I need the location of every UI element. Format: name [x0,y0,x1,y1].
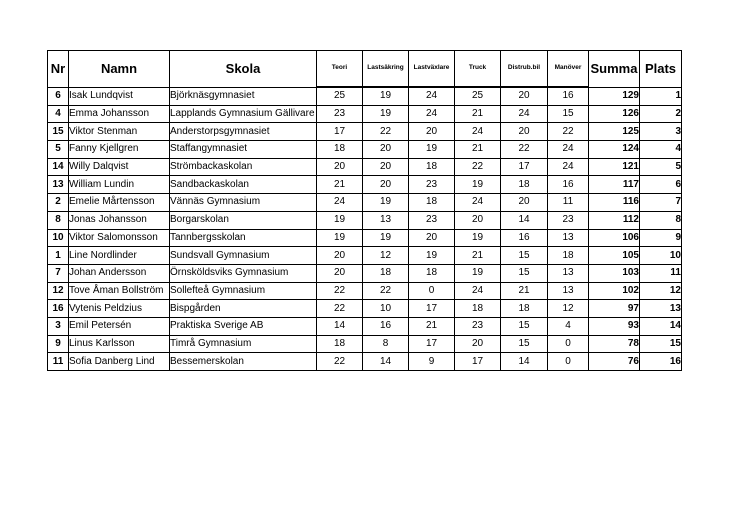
cell-teori: 24 [317,194,363,212]
cell-lastsakring: 20 [363,141,409,159]
cell-nr: 2 [48,194,69,212]
cell-plats: 2 [640,105,682,123]
table-row [48,87,682,105]
cell-summa: 116 [589,194,640,212]
cell-school: Sollefteå Gymnasium [170,282,317,300]
cell-teori: 18 [317,141,363,159]
cell-manover: 18 [548,247,589,265]
cell-lastsakring: 19 [363,87,409,105]
cell-school: Lapplands Gymnasium Gällivare [170,105,317,123]
cell-teori: 19 [317,229,363,247]
cell-distrub: 16 [501,229,548,247]
cell-lastsakring: 20 [363,176,409,194]
cell-school: Vännäs Gymnasium [170,194,317,212]
cell-lastvaxlare: 9 [409,353,455,371]
cell-name: Willy Dalqvist [69,158,170,176]
cell-plats: 14 [640,317,682,335]
header-nr: Nr [48,51,69,88]
table-row [48,158,682,176]
cell-lastvaxlare: 21 [409,317,455,335]
cell-lastsakring: 16 [363,317,409,335]
cell-distrub: 20 [501,87,548,105]
cell-manover: 11 [548,194,589,212]
cell-school: Anderstorpsgymnasiet [170,123,317,141]
cell-nr: 11 [48,353,69,371]
cell-truck: 19 [455,176,501,194]
cell-lastvaxlare: 18 [409,194,455,212]
cell-lastvaxlare: 20 [409,123,455,141]
cell-nr: 7 [48,264,69,282]
cell-teori: 20 [317,247,363,265]
cell-lastsakring: 8 [363,335,409,353]
cell-summa: 106 [589,229,640,247]
cell-summa: 117 [589,176,640,194]
cell-truck: 24 [455,194,501,212]
cell-teori: 23 [317,105,363,123]
cell-lastsakring: 18 [363,264,409,282]
cell-nr: 14 [48,158,69,176]
cell-truck: 24 [455,282,501,300]
cell-distrub: 14 [501,211,548,229]
cell-truck: 23 [455,317,501,335]
cell-lastvaxlare: 17 [409,300,455,318]
cell-truck: 19 [455,264,501,282]
cell-name: Emma Johansson [69,105,170,123]
cell-school: Bispgården [170,300,317,318]
cell-manover: 23 [548,211,589,229]
cell-lastvaxlare: 23 [409,211,455,229]
cell-name: Viktor Salomonsson [69,229,170,247]
cell-school: Björknäsgymnasiet [170,87,317,105]
cell-lastvaxlare: 19 [409,247,455,265]
cell-name: Johan Andersson [69,264,170,282]
cell-name: William Lundin [69,176,170,194]
cell-manover: 22 [548,123,589,141]
cell-name: Vytenis Peldzius [69,300,170,318]
cell-nr: 10 [48,229,69,247]
cell-lastsakring: 12 [363,247,409,265]
cell-plats: 4 [640,141,682,159]
cell-nr: 5 [48,141,69,159]
cell-summa: 121 [589,158,640,176]
cell-summa: 126 [589,105,640,123]
cell-plats: 7 [640,194,682,212]
header-distrub: Distrub.bil [501,51,548,88]
cell-plats: 10 [640,247,682,265]
cell-teori: 25 [317,87,363,105]
cell-lastvaxlare: 24 [409,105,455,123]
cell-plats: 6 [640,176,682,194]
cell-distrub: 15 [501,264,548,282]
cell-manover: 24 [548,141,589,159]
cell-name: Linus Karlsson [69,335,170,353]
cell-plats: 1 [640,87,682,105]
table-row [48,247,682,265]
cell-distrub: 20 [501,123,548,141]
table-row [48,176,682,194]
cell-teori: 14 [317,317,363,335]
results-table [47,50,682,371]
cell-plats: 15 [640,335,682,353]
table-row [48,282,682,300]
cell-distrub: 22 [501,141,548,159]
cell-nr: 1 [48,247,69,265]
cell-manover: 13 [548,229,589,247]
cell-plats: 5 [640,158,682,176]
cell-manover: 12 [548,300,589,318]
table-row [48,211,682,229]
cell-manover: 16 [548,87,589,105]
cell-lastsakring: 20 [363,158,409,176]
cell-manover: 13 [548,264,589,282]
cell-teori: 21 [317,176,363,194]
cell-summa: 125 [589,123,640,141]
cell-summa: 93 [589,317,640,335]
cell-distrub: 18 [501,176,548,194]
cell-school: Bessemerskolan [170,353,317,371]
cell-manover: 15 [548,105,589,123]
table-row [48,300,682,318]
header-summa: Summa [589,51,640,88]
cell-lastvaxlare: 18 [409,264,455,282]
cell-lastsakring: 14 [363,353,409,371]
cell-truck: 18 [455,300,501,318]
cell-summa: 124 [589,141,640,159]
cell-truck: 20 [455,211,501,229]
header-teori: Teori [317,51,363,88]
cell-name: Jonas Johansson [69,211,170,229]
cell-summa: 103 [589,264,640,282]
cell-teori: 18 [317,335,363,353]
cell-plats: 11 [640,264,682,282]
table-row [48,335,682,353]
cell-lastvaxlare: 0 [409,282,455,300]
header-lastvaxlare: Lastväxlare [409,51,455,88]
cell-distrub: 15 [501,317,548,335]
cell-plats: 16 [640,353,682,371]
cell-lastvaxlare: 18 [409,158,455,176]
cell-summa: 76 [589,353,640,371]
cell-school: Sundsvall Gymnasium [170,247,317,265]
header-name: Namn [69,51,170,88]
header-lastsakring: Lastsäkring [363,51,409,88]
cell-manover: 16 [548,176,589,194]
cell-teori: 19 [317,211,363,229]
cell-lastsakring: 13 [363,211,409,229]
cell-nr: 9 [48,335,69,353]
cell-summa: 102 [589,282,640,300]
cell-distrub: 15 [501,247,548,265]
cell-truck: 22 [455,158,501,176]
cell-nr: 8 [48,211,69,229]
cell-lastsakring: 19 [363,229,409,247]
cell-summa: 105 [589,247,640,265]
cell-nr: 13 [48,176,69,194]
cell-summa: 97 [589,300,640,318]
cell-truck: 25 [455,87,501,105]
cell-lastsakring: 10 [363,300,409,318]
cell-school: Örnsköldsviks Gymnasium [170,264,317,282]
cell-teori: 17 [317,123,363,141]
cell-school: Staffangymnasiet [170,141,317,159]
table-row [48,229,682,247]
cell-lastvaxlare: 17 [409,335,455,353]
cell-distrub: 18 [501,300,548,318]
cell-summa: 78 [589,335,640,353]
header-school: Skola [170,51,317,88]
cell-school: Sandbackaskolan [170,176,317,194]
cell-truck: 21 [455,247,501,265]
cell-distrub: 24 [501,105,548,123]
cell-distrub: 14 [501,353,548,371]
results-body [48,87,682,371]
table-row [48,105,682,123]
cell-school: Tannbergsskolan [170,229,317,247]
cell-name: Viktor Stenman [69,123,170,141]
cell-truck: 19 [455,229,501,247]
cell-truck: 21 [455,141,501,159]
cell-manover: 13 [548,282,589,300]
cell-plats: 8 [640,211,682,229]
cell-name: Isak Lundqvist [69,87,170,105]
cell-school: Borgarskolan [170,211,317,229]
header-truck: Truck [455,51,501,88]
cell-distrub: 17 [501,158,548,176]
header-manover: Manöver [548,51,589,88]
cell-lastsakring: 19 [363,194,409,212]
cell-nr: 6 [48,87,69,105]
cell-truck: 24 [455,123,501,141]
cell-name: Sofia Danberg Lind [69,353,170,371]
cell-lastsakring: 19 [363,105,409,123]
cell-lastvaxlare: 23 [409,176,455,194]
cell-lastvaxlare: 24 [409,87,455,105]
cell-truck: 20 [455,335,501,353]
cell-teori: 22 [317,282,363,300]
cell-nr: 4 [48,105,69,123]
cell-teori: 22 [317,353,363,371]
cell-distrub: 20 [501,194,548,212]
cell-plats: 3 [640,123,682,141]
cell-summa: 112 [589,211,640,229]
cell-lastsakring: 22 [363,282,409,300]
cell-name: Tove Åman Bollström [69,282,170,300]
cell-name: Line Nordlinder [69,247,170,265]
cell-nr: 16 [48,300,69,318]
header-row [48,51,682,88]
cell-name: Fanny Kjellgren [69,141,170,159]
cell-manover: 0 [548,353,589,371]
cell-lastvaxlare: 19 [409,141,455,159]
cell-plats: 9 [640,229,682,247]
cell-nr: 15 [48,123,69,141]
header-plats: Plats [640,51,682,88]
cell-manover: 0 [548,335,589,353]
table-row [48,141,682,159]
cell-name: Emil Petersén [69,317,170,335]
cell-nr: 3 [48,317,69,335]
cell-nr: 12 [48,282,69,300]
cell-teori: 20 [317,158,363,176]
cell-distrub: 15 [501,335,548,353]
cell-manover: 24 [548,158,589,176]
cell-name: Emelie Mårtensson [69,194,170,212]
cell-summa: 129 [589,87,640,105]
cell-truck: 17 [455,353,501,371]
cell-teori: 20 [317,264,363,282]
cell-school: Praktiska Sverige AB [170,317,317,335]
table-row [48,123,682,141]
cell-distrub: 21 [501,282,548,300]
cell-school: Timrå Gymnasium [170,335,317,353]
cell-school: Strömbackaskolan [170,158,317,176]
table-row [48,353,682,371]
cell-lastvaxlare: 20 [409,229,455,247]
cell-manover: 4 [548,317,589,335]
cell-teori: 22 [317,300,363,318]
cell-truck: 21 [455,105,501,123]
table-row [48,264,682,282]
cell-plats: 13 [640,300,682,318]
cell-plats: 12 [640,282,682,300]
cell-lastsakring: 22 [363,123,409,141]
table-row [48,317,682,335]
table-row [48,194,682,212]
